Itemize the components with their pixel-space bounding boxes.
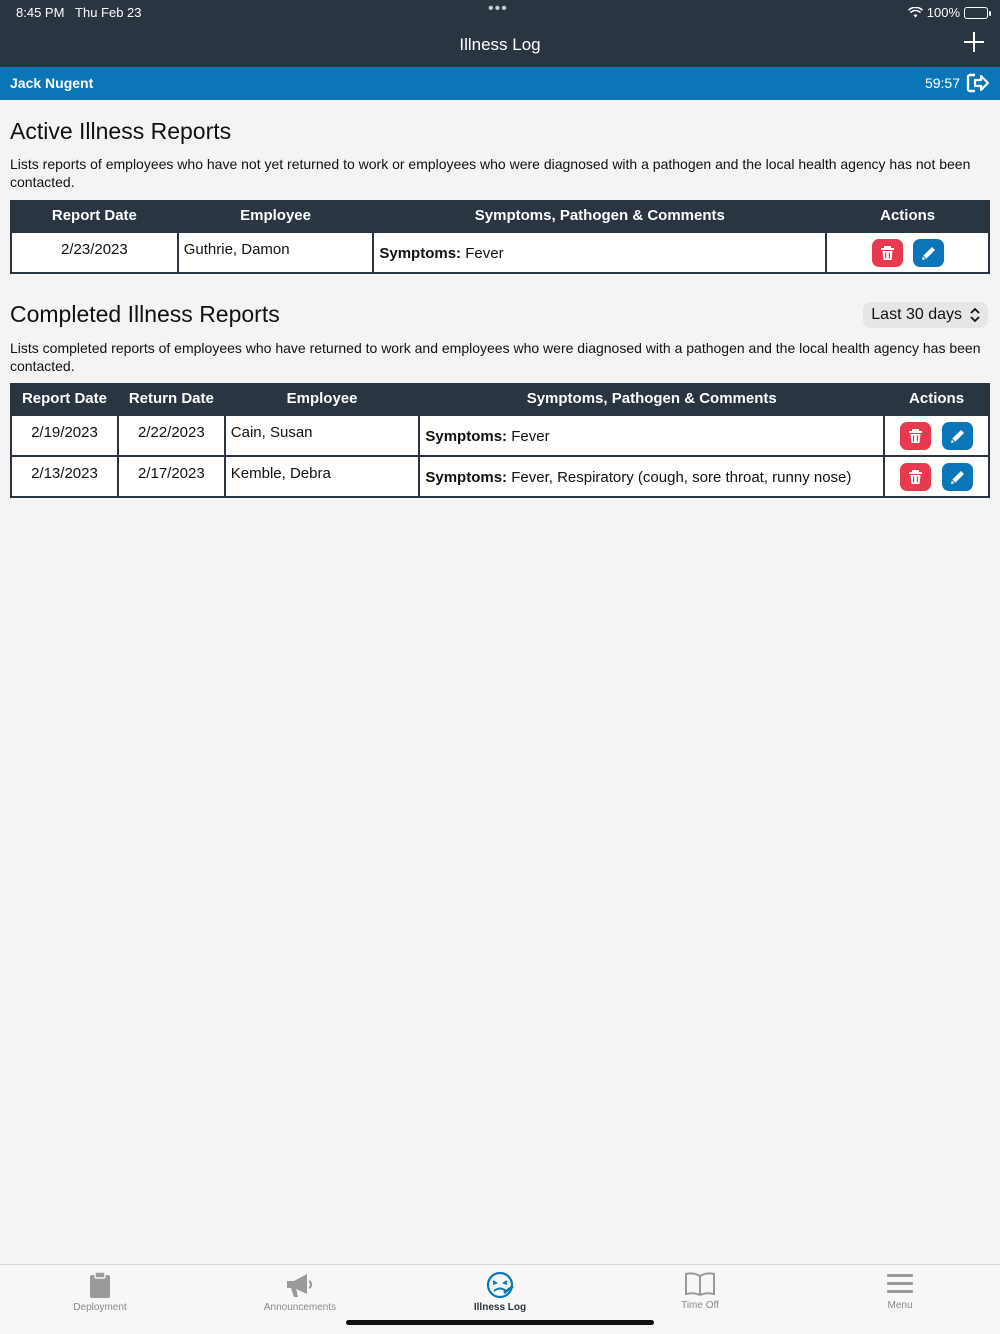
megaphone-icon bbox=[285, 1271, 315, 1299]
table-row[interactable] bbox=[11, 456, 989, 497]
column-header[interactable]: Return Date bbox=[118, 383, 225, 415]
trash-icon bbox=[908, 469, 923, 485]
employee-cell: Cain, Susan bbox=[225, 415, 420, 456]
actions-cell bbox=[884, 456, 989, 497]
page-title: Illness Log bbox=[459, 35, 541, 54]
active-reports-description: Lists reports of employees who have not yet returned to work or employees who were diagnosed with a pathogen and the local health agency has not been contacted. bbox=[10, 156, 971, 190]
date-range-value: Last 30 days bbox=[871, 306, 962, 323]
delete-button[interactable] bbox=[900, 422, 931, 450]
completed-reports-table bbox=[10, 383, 990, 498]
table-row[interactable] bbox=[11, 415, 989, 456]
pencil-icon bbox=[950, 469, 966, 485]
report-date-cell: 2/23/2023 bbox=[11, 232, 178, 273]
symptoms-value: Fever bbox=[511, 428, 550, 445]
user-name: Jack Nugent bbox=[10, 75, 94, 91]
battery-percent: 100% bbox=[926, 5, 960, 20]
date-range-select[interactable] bbox=[863, 302, 988, 328]
tab-time-off[interactable] bbox=[640, 1271, 760, 1311]
report-date-cell: 2/19/2023 bbox=[11, 415, 118, 456]
completed-reports-title: Completed Illness Reports bbox=[10, 301, 280, 327]
session-timer: 59:57 bbox=[924, 75, 960, 91]
actions-cell bbox=[884, 415, 989, 456]
column-header: Symptoms, Pathogen & Comments bbox=[419, 383, 884, 415]
tab-label: Illness Log bbox=[473, 1302, 527, 1313]
pencil-icon bbox=[950, 428, 966, 444]
top-bar bbox=[0, 0, 1000, 67]
edit-button[interactable] bbox=[942, 422, 973, 450]
employee-cell: Guthrie, Damon bbox=[178, 232, 374, 273]
tab-deployment[interactable] bbox=[40, 1271, 160, 1313]
symptoms-cell bbox=[373, 232, 826, 273]
symptoms-cell bbox=[419, 456, 884, 497]
active-reports-table bbox=[10, 200, 990, 274]
menu-icon bbox=[886, 1271, 914, 1297]
symptoms-label: Symptoms: bbox=[425, 469, 508, 486]
trash-icon bbox=[908, 428, 923, 444]
symptoms-value: Fever bbox=[465, 245, 504, 262]
report-date-cell: 2/13/2023 bbox=[11, 456, 118, 497]
symptoms-cell bbox=[419, 415, 884, 456]
logout-icon[interactable] bbox=[966, 73, 990, 93]
pencil-icon bbox=[921, 245, 937, 261]
add-report-button[interactable] bbox=[962, 30, 986, 54]
tab-label: Deployment bbox=[73, 1302, 127, 1313]
symptoms-value: Fever, Respiratory (cough, sore throat, runny nose) bbox=[511, 469, 852, 486]
tab-label: Menu bbox=[887, 1300, 913, 1311]
column-header[interactable]: Employee bbox=[178, 200, 374, 232]
completed-reports-description: Lists completed reports of employees who have returned to work and employees who were diagnosed with a pathogen and the local health agency has been contacted. bbox=[10, 340, 981, 374]
date-text: Thu Feb 23 bbox=[75, 5, 142, 20]
tab-menu[interactable] bbox=[840, 1271, 960, 1311]
actions-cell bbox=[826, 232, 989, 273]
chevron-up-down-icon bbox=[969, 307, 981, 323]
table-header-row bbox=[11, 200, 989, 232]
trash-icon bbox=[880, 245, 895, 261]
multitask-dots-icon[interactable]: ••• bbox=[488, 0, 508, 17]
symptoms-label: Symptoms: bbox=[379, 245, 462, 262]
column-header: Symptoms, Pathogen & Comments bbox=[373, 200, 826, 232]
column-header[interactable]: Report Date bbox=[11, 200, 178, 232]
tab-announcements[interactable] bbox=[240, 1271, 360, 1313]
column-header[interactable]: Employee bbox=[225, 383, 420, 415]
column-header[interactable]: Report Date bbox=[11, 383, 118, 415]
delete-button[interactable] bbox=[900, 463, 931, 491]
status-indicators bbox=[908, 5, 988, 20]
active-reports-title: Active Illness Reports bbox=[10, 118, 232, 144]
edit-button[interactable] bbox=[942, 463, 973, 491]
wifi-icon bbox=[908, 7, 923, 18]
sick-face-icon bbox=[486, 1271, 514, 1299]
return-date-cell: 2/22/2023 bbox=[118, 415, 225, 456]
tab-illness-log[interactable] bbox=[440, 1271, 560, 1313]
column-header: Actions bbox=[884, 383, 989, 415]
home-indicator[interactable] bbox=[346, 1320, 654, 1325]
clock-text: 8:45 PM bbox=[16, 5, 65, 20]
book-icon bbox=[684, 1271, 716, 1297]
user-bar bbox=[0, 67, 1000, 100]
table-header-row bbox=[11, 383, 989, 415]
symptoms-label: Symptoms: bbox=[425, 428, 508, 445]
edit-button[interactable] bbox=[913, 239, 944, 267]
tab-label: Time Off bbox=[681, 1300, 719, 1311]
battery-icon bbox=[964, 7, 988, 19]
delete-button[interactable] bbox=[872, 239, 903, 267]
table-row[interactable] bbox=[11, 232, 989, 273]
tab-label: Announcements bbox=[263, 1302, 337, 1313]
employee-cell: Kemble, Debra bbox=[225, 456, 420, 497]
clipboard-icon bbox=[89, 1271, 111, 1299]
column-header: Actions bbox=[826, 200, 989, 232]
return-date-cell: 2/17/2023 bbox=[118, 456, 225, 497]
status-time bbox=[16, 5, 142, 20]
